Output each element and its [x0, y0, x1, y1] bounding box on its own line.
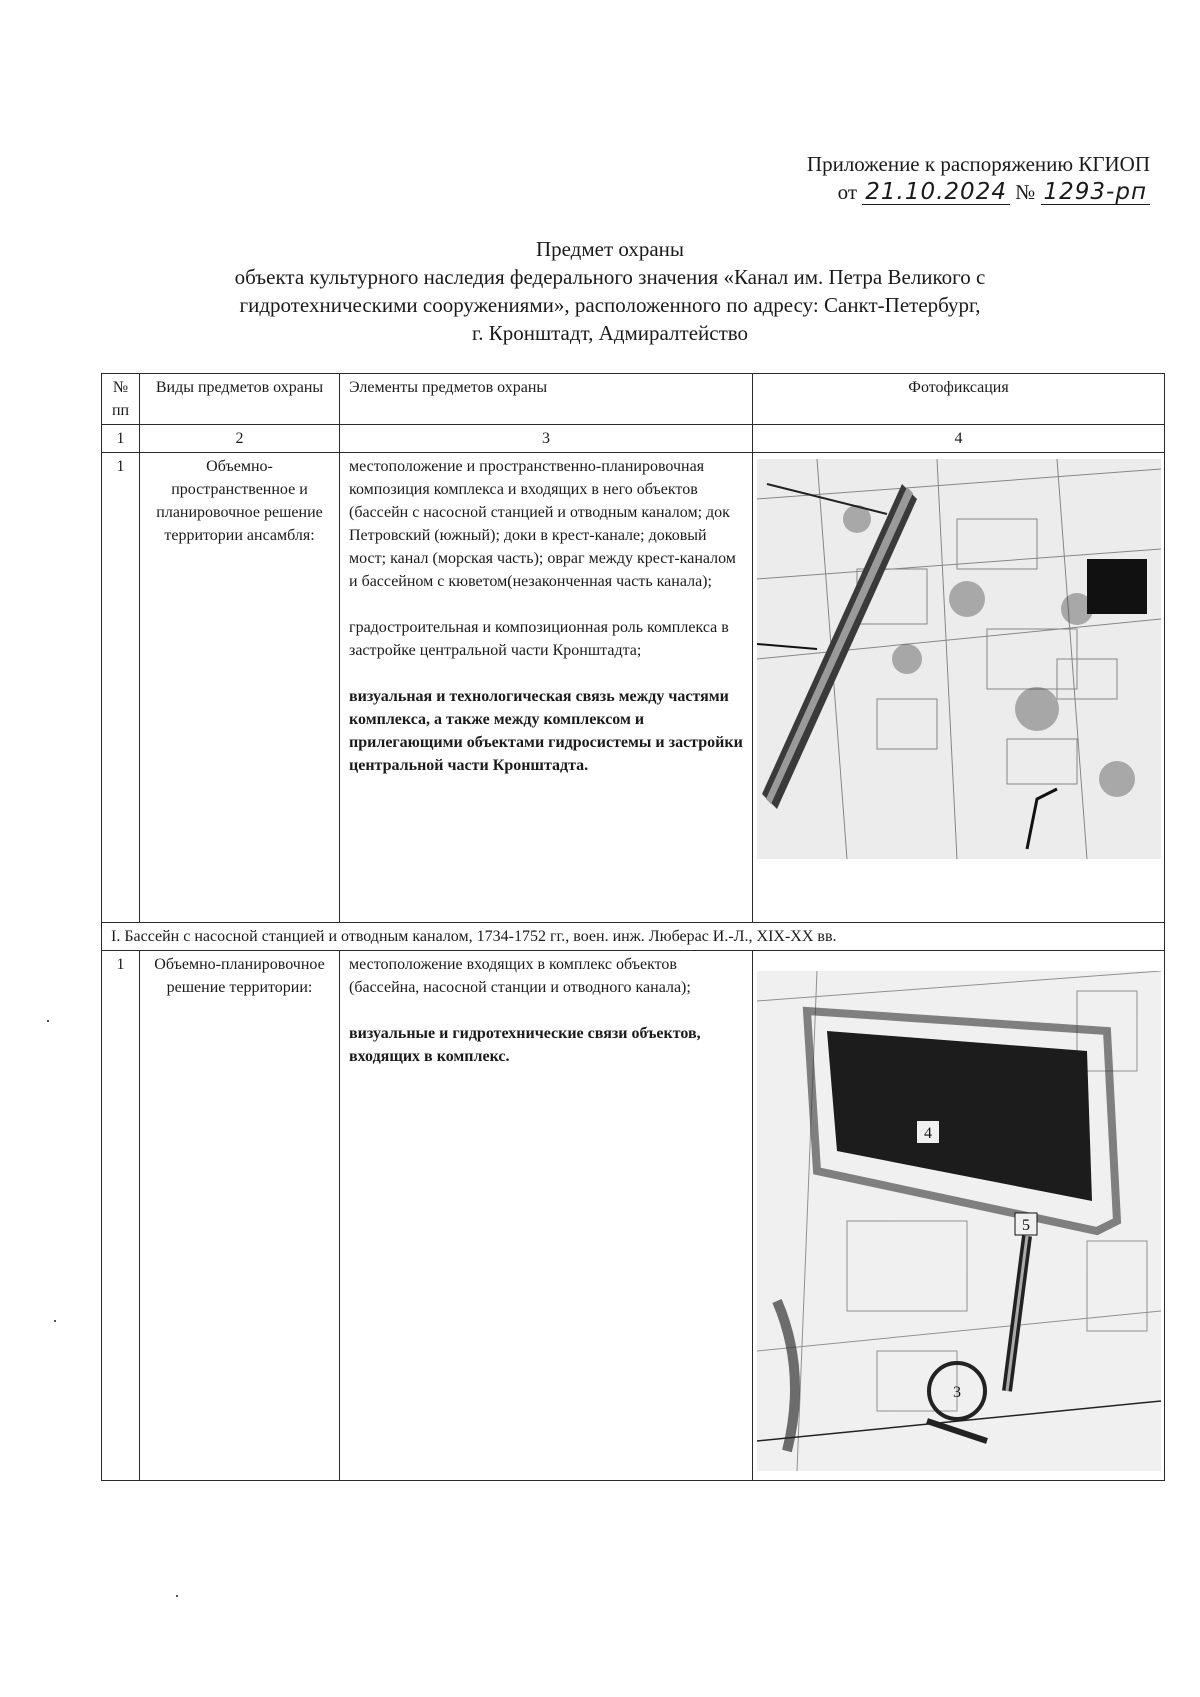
- element-paragraph: местоположение входящих в комплекс объектов (бассейна, насосной станции и отводного канала);: [349, 956, 691, 996]
- header-num: № пп: [102, 374, 140, 425]
- title-line-4: г. Кронштадт, Адмиралтейство: [471, 321, 749, 345]
- number-prefix: №: [1015, 180, 1036, 204]
- title-line-2: объекта культурного наследия федерального значения «Канал им. Петра Великого с: [234, 265, 986, 289]
- col-number: 3: [340, 425, 753, 453]
- table-row: [102, 453, 1165, 923]
- element-paragraph: градостроительная и композиционная роль комплекса в застройке центральной части Кронштадта;: [349, 619, 729, 659]
- element-paragraph: визуальная и технологическая связь между частями комплекса, а также между комплексом и прилегающими объектами гидросистемы и застройки центральной части Кронштадта.: [349, 688, 743, 774]
- table-header-row: [102, 374, 1165, 425]
- scan-speck: [176, 1595, 178, 1597]
- header-kind: Виды предметов охраны: [140, 374, 340, 425]
- table-row: [102, 951, 1165, 1481]
- scan-speck: [54, 1320, 56, 1322]
- row-photo: [753, 453, 1165, 923]
- appendix-line: Приложение к распоряжению КГИОП: [806, 152, 1150, 176]
- title-line-3: гидротехническими сооружениями», расположенного по адресу: Санкт-Петербург,: [239, 293, 981, 317]
- header-elements: Элементы предметов охраны: [340, 374, 753, 425]
- handwritten-date: 21.10.2024: [862, 180, 1010, 205]
- site-plan-map: [757, 971, 1161, 1471]
- document-title: [130, 235, 1090, 347]
- order-line: [807, 178, 1150, 206]
- col-number: 4: [753, 425, 1165, 453]
- col-number: 2: [140, 425, 340, 453]
- column-number-row: [102, 425, 1165, 453]
- col-number: 1: [102, 425, 140, 453]
- date-prefix: от: [837, 180, 858, 204]
- handwritten-number: 1293-рп: [1041, 180, 1150, 205]
- site-plan-map: [757, 459, 1161, 859]
- row-kind: Объемно-планировочное решение территории:: [140, 951, 340, 1481]
- row-num: 1: [102, 951, 140, 1481]
- map-label: 4: [923, 1125, 932, 1142]
- element-paragraph: местоположение и пространственно-планировочная композиция комплекса и входящих в него объектов (бассейн с насосной станцией и отводным каналом; док Петровский (южный); доки в крест-канале; доковый мост; канал (морская часть); овраг между крест-каналом и бассейном с кюветом(незаконченная часть канала);: [349, 458, 736, 590]
- row-num: 1: [102, 453, 140, 923]
- protection-table: [101, 373, 1165, 1481]
- row-kind: Объемно-пространственное и планировочное решение территории ансамбля:: [140, 453, 340, 923]
- element-paragraph: визуальные и гидротехнические связи объектов, входящих в комплекс.: [349, 1025, 701, 1065]
- row-elements: [340, 951, 753, 1481]
- section-title: I. Бассейн с насосной станцией и отводным каналом, 1734-1752 гг., воен. инж. Люберас И.-Л., XIX-XX вв.: [102, 923, 1165, 951]
- row-elements: [340, 453, 753, 923]
- map-label: 5: [1021, 1217, 1030, 1234]
- document-header: [807, 150, 1150, 206]
- map-label: 3: [952, 1384, 961, 1401]
- header-photo: Фотофиксация: [753, 374, 1165, 425]
- section-row: [102, 923, 1165, 951]
- row-photo: [753, 951, 1165, 1481]
- title-line-1: Предмет охраны: [535, 237, 685, 261]
- scan-speck: [47, 1020, 49, 1022]
